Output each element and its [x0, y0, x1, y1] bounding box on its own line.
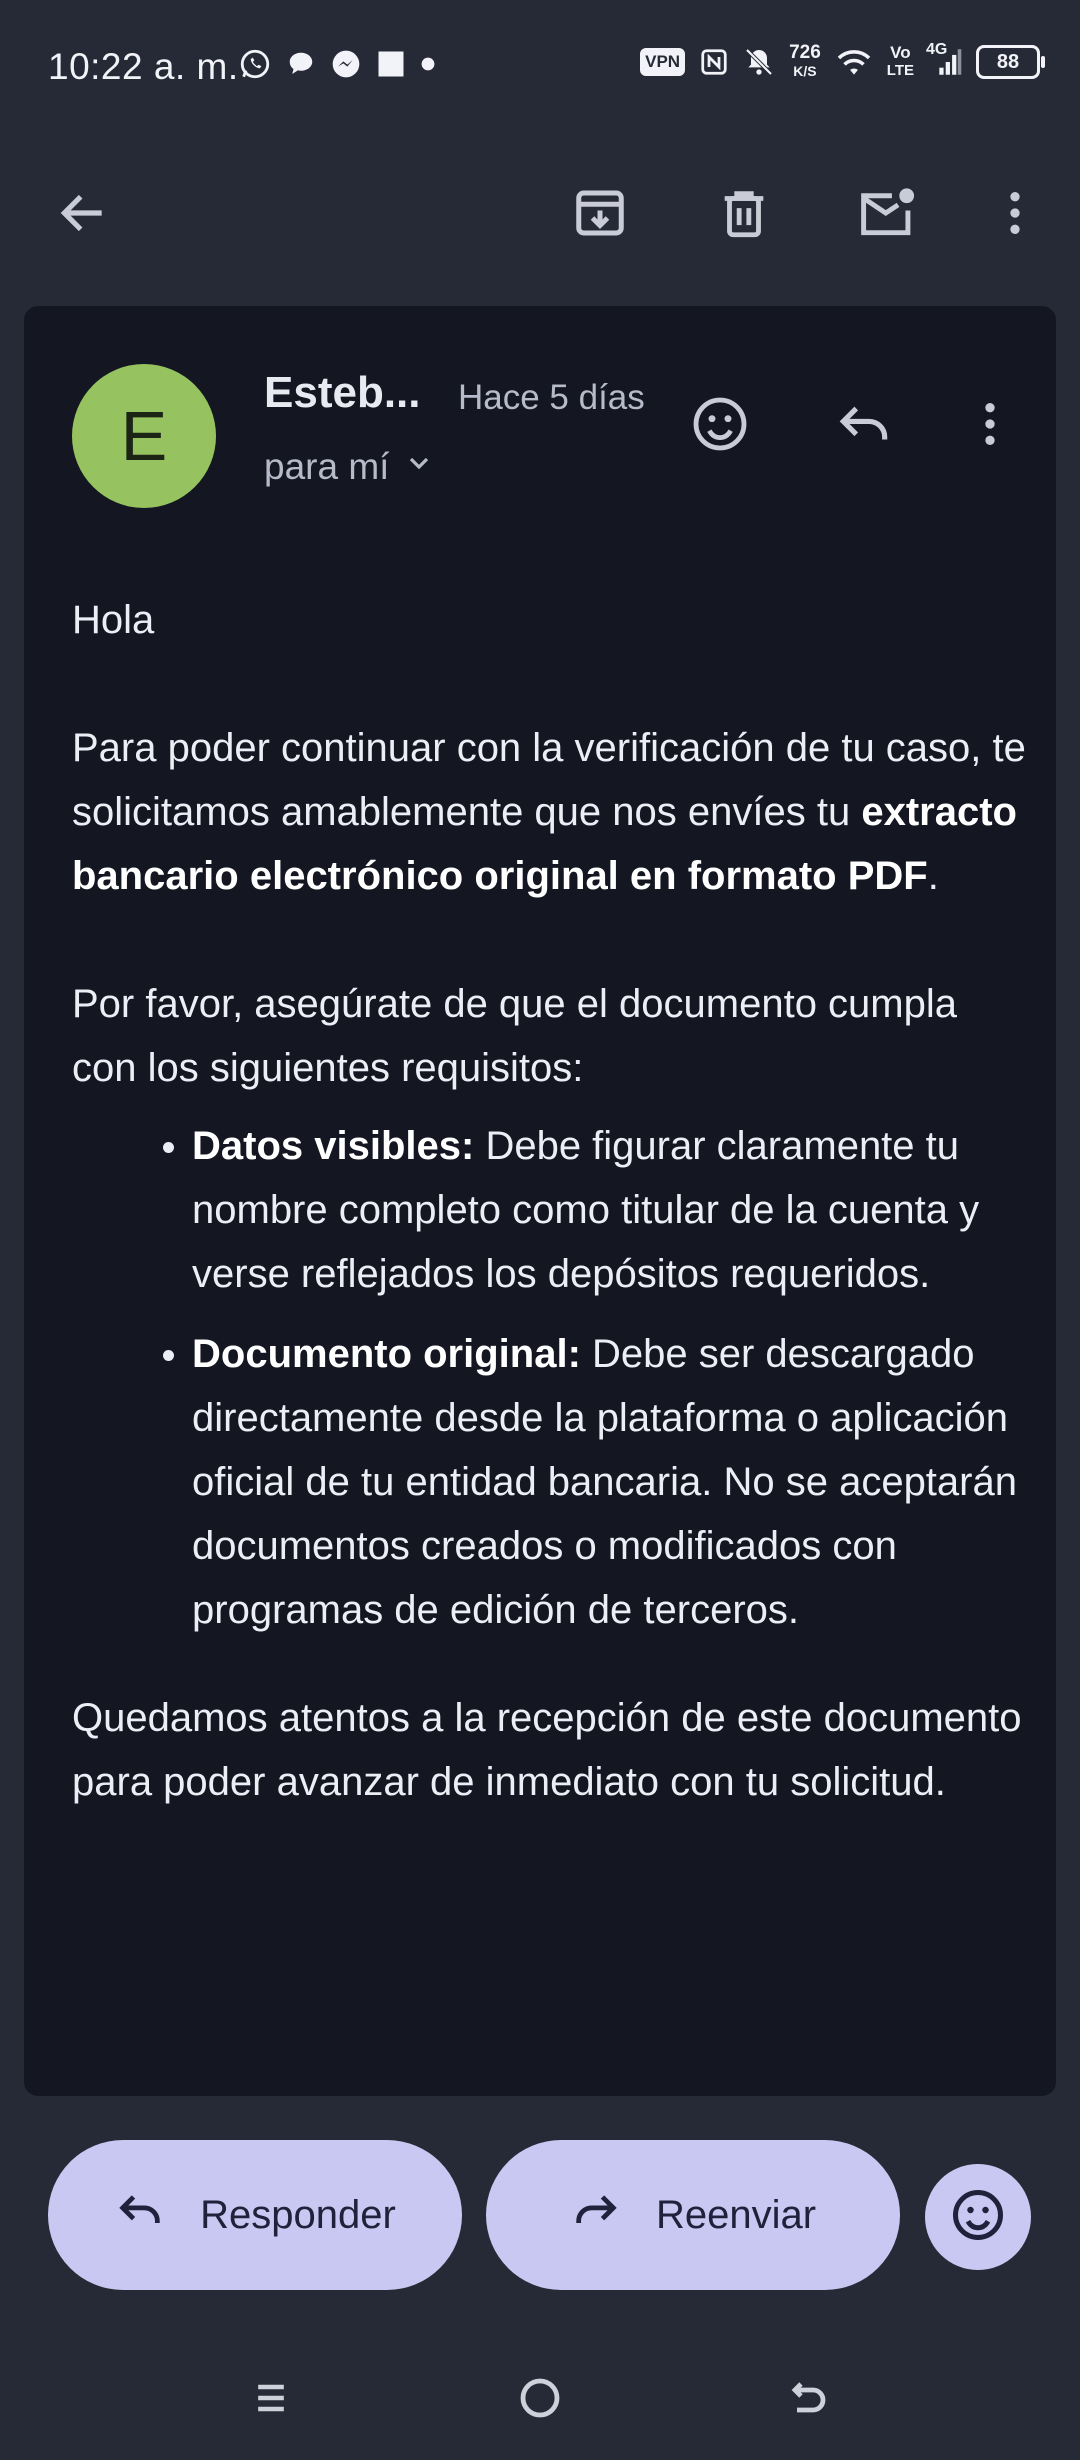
reply-icon	[833, 393, 895, 460]
reply-label: Responder	[200, 2192, 396, 2237]
avatar[interactable]: E	[72, 364, 216, 508]
emoji-icon	[948, 2185, 1008, 2250]
email-body	[72, 588, 1032, 1814]
more-vert-icon	[962, 396, 1018, 457]
trash-icon	[715, 184, 773, 247]
mark-unread-button[interactable]	[852, 180, 922, 250]
status-notification-icons	[238, 47, 436, 81]
recents-button[interactable]	[236, 2370, 306, 2430]
message-time: Hace 5 días	[458, 378, 645, 417]
requirements-list	[72, 1114, 1032, 1642]
sender-name[interactable]: Esteb...	[264, 368, 421, 417]
home-button[interactable]	[505, 2370, 575, 2430]
forward-button[interactable]	[486, 2140, 900, 2290]
signal-icon: 4G	[928, 47, 962, 77]
paragraph-request: Para poder continuar con la verificación de tu caso, te solicitamos amablemente que nos envíes tu extracto bancario electrónico original en formato PDF.	[72, 726, 1026, 898]
arrow-back-icon	[55, 185, 111, 246]
chevron-down-icon	[403, 446, 435, 488]
mark-unread-icon	[855, 183, 919, 248]
system-back-button[interactable]	[774, 2370, 844, 2430]
message-more-button[interactable]	[952, 388, 1028, 464]
menu-lines-icon	[249, 2376, 293, 2425]
status-bar	[0, 0, 1080, 130]
back-button[interactable]	[48, 180, 118, 250]
chat-bubble-icon	[286, 49, 316, 79]
greeting: Hola	[72, 598, 155, 642]
paragraph-requirements: Por favor, asegúrate de que el documento cumpla con los siguientes requisitos:	[72, 982, 957, 1090]
network-speed: 726 K/S	[789, 42, 821, 79]
archive-button[interactable]	[565, 180, 635, 250]
reply-button[interactable]	[48, 2140, 462, 2290]
forward-label: Reenviar	[655, 2192, 817, 2237]
dot-icon	[420, 56, 436, 72]
recipient-label: para mí	[264, 446, 390, 487]
list-item: • Documento original: Debe ser descargado directamente desde la plataforma o aplicación oficial de tu entidad bancaria. No se aceptarán documentos creados o modificados con programas de edición de terceros.	[192, 1322, 1032, 1642]
paragraph-closing: Quedamos atentos a la recepción de este documento para poder avanzar de inmediato con tu solicitud.	[72, 1696, 1022, 1804]
email-message-card	[24, 306, 1056, 2096]
more-options-button[interactable]	[980, 180, 1050, 250]
reply-icon-button[interactable]	[826, 388, 902, 464]
archive-icon	[570, 183, 630, 248]
react-button[interactable]	[925, 2164, 1031, 2270]
nfc-icon	[699, 47, 729, 77]
wifi-icon	[835, 46, 873, 78]
list-item: • Datos visibles: Debe figurar claramente tu nombre completo como titular de la cuenta y verse reflejados los depósitos requeridos.	[192, 1114, 1032, 1306]
notifications-off-icon	[743, 46, 775, 78]
system-nav-bar	[0, 2340, 1080, 2460]
app-toolbar	[0, 140, 1080, 290]
status-system-icons	[640, 41, 1040, 80]
battery-indicator: 88	[976, 45, 1040, 79]
status-time: 10:22 a. m.	[48, 46, 239, 87]
delete-button[interactable]	[709, 180, 779, 250]
home-circle-icon	[516, 2374, 564, 2427]
forward-icon	[570, 2184, 622, 2246]
emoji-icon	[688, 392, 752, 461]
message-actions	[0, 2140, 1080, 2300]
messenger-icon	[330, 48, 362, 80]
square-notification-icon	[376, 49, 406, 79]
more-vert-icon	[987, 185, 1043, 246]
back-gesture-icon	[785, 2374, 833, 2427]
add-reaction-button[interactable]	[682, 388, 758, 464]
reply-icon	[114, 2184, 166, 2246]
recipient-details-toggle[interactable]	[264, 446, 435, 488]
volte-indicator: Vo LTE	[886, 43, 914, 79]
whatsapp-icon	[238, 47, 272, 81]
vpn-badge: VPN	[640, 48, 685, 76]
